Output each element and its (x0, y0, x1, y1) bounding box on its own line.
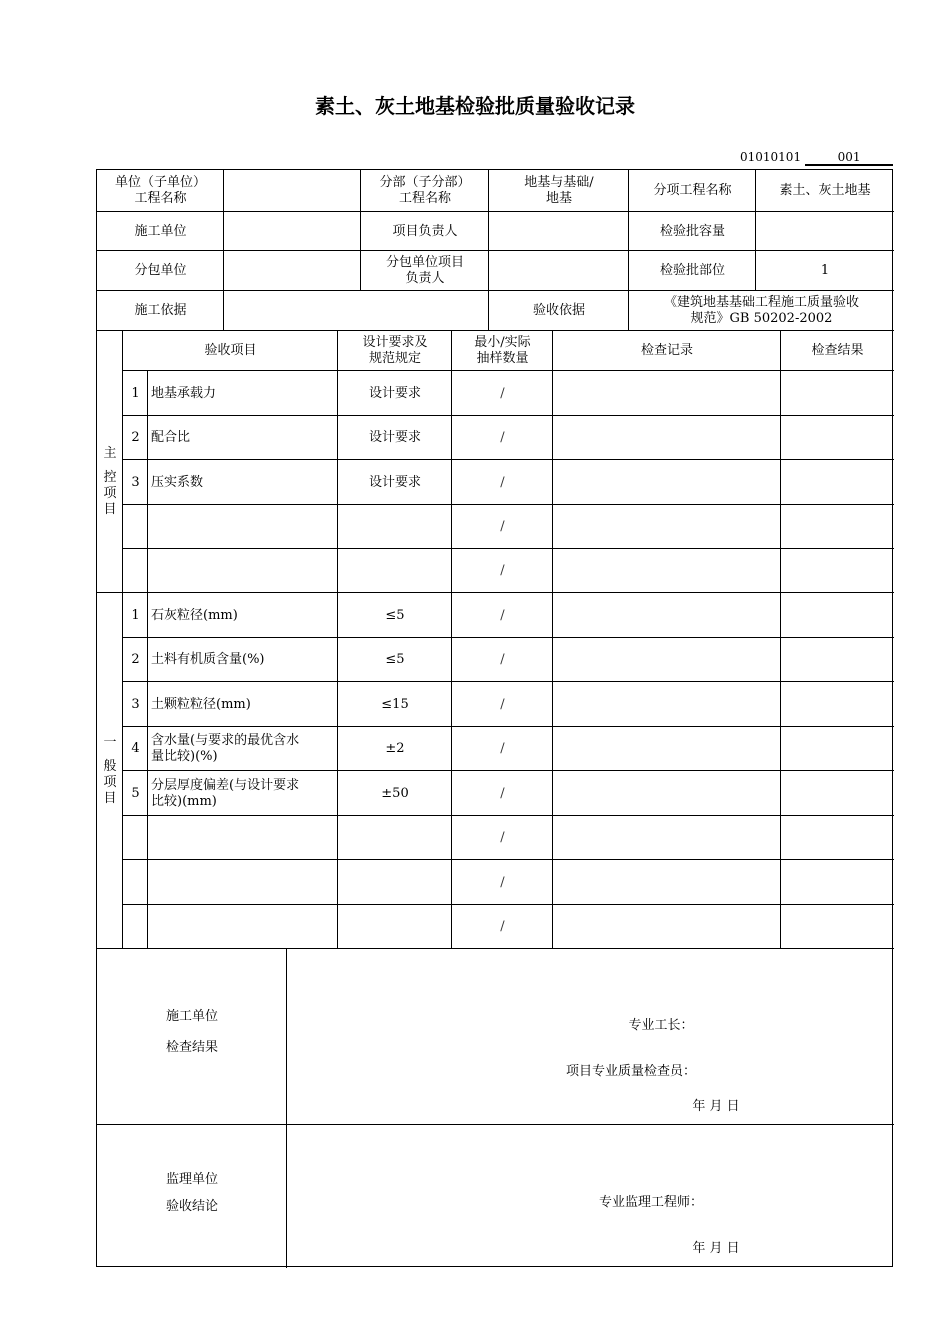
supervisor-check-label-line2: 验收结论 (165, 1199, 218, 1214)
general-group-label-char: 项 (103, 775, 117, 790)
general-row-design-requirement (338, 816, 452, 860)
general-row-design-requirement: ±2 (385, 741, 405, 756)
general-row-check-record-field[interactable] (553, 860, 781, 905)
main-row-sample-count: / (500, 385, 505, 401)
general-row-check-result-field[interactable] (781, 860, 894, 905)
general-row-design-requirement: ≤5 (385, 652, 405, 667)
main-group-label (98, 446, 122, 518)
main-row-number (123, 505, 148, 549)
sub-project-manager-value-field[interactable] (489, 251, 629, 291)
general-row-design-requirement: ±50 (381, 785, 409, 801)
general-row-check-record-field[interactable] (553, 771, 781, 816)
batch-capacity-label: 检验批容量 (659, 223, 725, 239)
general-row-sample-count: / (500, 741, 505, 756)
general-group-label-char: 一 (103, 735, 117, 750)
general-row-design-requirement (338, 905, 452, 949)
general-row-number (123, 860, 148, 905)
main-row-check-record-field[interactable] (553, 549, 781, 593)
general-row-number (123, 816, 148, 860)
general-row-number: 5 (131, 785, 140, 801)
record-code (740, 150, 893, 166)
main-row-number (123, 549, 148, 593)
general-row-design-requirement: ≤15 (381, 696, 409, 712)
main-row-check-record-field[interactable] (553, 371, 781, 416)
construction-basis-label: 施工依据 (134, 303, 187, 318)
general-row-sample-count: / (500, 830, 505, 845)
main-row-sample-count: / (500, 430, 505, 445)
sub-project-manager-label: 分包单位项目 负责人 (385, 255, 464, 286)
general-row-sample-count: / (500, 607, 505, 623)
page-title: 素土、灰土地基检验批质量验收记录 (315, 94, 635, 118)
main-row-number: 2 (131, 430, 140, 445)
general-row-number: 1 (131, 607, 140, 623)
general-row-sample-count: / (500, 652, 505, 667)
column-header-record: 检查记录 (640, 343, 693, 358)
batch-location-value: 1 (820, 263, 830, 278)
construction-basis-value-field[interactable] (224, 291, 489, 331)
contractor-date-label: 年 月 日 (692, 1099, 740, 1114)
main-row-design-requirement: 设计要求 (368, 430, 421, 445)
main-row-design-requirement (338, 505, 452, 549)
main-group-label-char: 控 (103, 470, 117, 485)
general-row-item-name: 分层厚度偏差(与设计要求 比较)(mm) (151, 777, 300, 809)
main-row-check-record-field[interactable] (553, 505, 781, 549)
division-label: 分部（子分部） 工程名称 (379, 175, 471, 206)
batch-capacity-value-field[interactable] (756, 212, 894, 251)
quality-inspector-signature-label: 项目专业质量检查员： (565, 1064, 696, 1079)
general-row-item-name: 土料有机质含量(%) (151, 652, 265, 667)
subcontractor-label: 分包单位 (134, 263, 187, 278)
contractor-signature-area[interactable] (287, 1001, 894, 1011)
main-group-label-char: 主 (103, 446, 117, 461)
supervisor-check-label-line1: 监理单位 (165, 1172, 218, 1187)
batch-location-label: 检验批部位 (659, 263, 725, 278)
main-row-design-requirement: 设计要求 (368, 474, 421, 490)
column-header-item: 验收项目 (204, 343, 257, 358)
main-row-number: 1 (131, 385, 140, 401)
general-group-label-char: 般 (103, 759, 117, 774)
project-manager-label: 项目负责人 (392, 223, 458, 239)
main-group-label-char: 目 (103, 502, 117, 517)
general-row-sample-count: / (500, 785, 505, 801)
supervising-engineer-signature-label: 专业监理工程师： (598, 1195, 703, 1210)
column-header-design: 设计要求及 规范规定 (362, 335, 428, 366)
subitem-label: 分项工程名称 (653, 183, 732, 198)
general-row-check-result-field[interactable] (781, 771, 894, 816)
general-row-item-name (148, 905, 338, 949)
main-row-item-name: 配合比 (151, 430, 191, 445)
general-row-item-name (148, 860, 338, 905)
column-header-sample: 最小/实际 抽样数量 (474, 335, 531, 366)
record-code-prefix: 01010101 (740, 150, 802, 164)
general-group-label-char: 目 (103, 791, 117, 806)
acceptance-basis-value: 《建筑地基基础工程施工质量验收 规范》GB 50202-2002 (663, 295, 859, 326)
main-row-check-record-field[interactable] (553, 416, 781, 460)
acceptance-record-table (96, 169, 893, 1267)
acceptance-basis-label: 验收依据 (532, 303, 585, 318)
main-row-check-result-field[interactable] (781, 371, 894, 416)
project-manager-value-field[interactable] (489, 212, 629, 251)
main-row-check-result-field[interactable] (781, 505, 894, 549)
contractor-check-label-line2: 检查结果 (165, 1040, 218, 1055)
grid-line-h (97, 1124, 894, 1125)
main-row-item-name (148, 549, 338, 593)
main-group-label-char: 项 (103, 486, 117, 501)
unit-label: 单位（子单位） 工程名称 (114, 175, 206, 206)
main-row-check-result-field[interactable] (781, 549, 894, 593)
foreman-signature-label: 专业工长： (628, 1018, 694, 1033)
contractor-label: 施工单位 (134, 223, 187, 239)
general-row-design-requirement: ≤5 (385, 607, 405, 623)
column-header-result: 检查结果 (811, 343, 864, 358)
contractor-check-label-line1: 施工单位 (165, 1009, 218, 1024)
main-row-check-record-field[interactable] (553, 460, 781, 505)
general-row-check-result-field[interactable] (781, 593, 894, 638)
subcontractor-value-field[interactable] (224, 251, 361, 291)
general-row-check-result-field[interactable] (781, 816, 894, 860)
general-group-label (98, 735, 122, 807)
general-row-check-record-field[interactable] (553, 905, 781, 949)
general-row-number: 2 (131, 652, 140, 667)
general-row-number (123, 905, 148, 949)
general-row-item-name: 土颗粒粒径(mm) (151, 696, 251, 712)
supervisor-date-label: 年 月 日 (692, 1241, 740, 1256)
main-row-design-requirement: 设计要求 (368, 385, 421, 401)
general-row-item-name (148, 816, 338, 860)
general-row-check-record-field[interactable] (553, 593, 781, 638)
general-row-check-record-field[interactable] (553, 727, 781, 771)
general-row-check-result-field[interactable] (781, 905, 894, 949)
general-row-sample-count: / (500, 874, 505, 890)
general-row-check-record-field[interactable] (553, 638, 781, 682)
general-row-check-record-field[interactable] (553, 816, 781, 860)
general-row-check-result-field[interactable] (781, 727, 894, 771)
main-row-sample-count: / (500, 474, 505, 490)
main-row-number: 3 (131, 474, 140, 490)
general-row-design-requirement (338, 860, 452, 905)
general-row-check-result-field[interactable] (781, 638, 894, 682)
contractor-value-field[interactable] (224, 212, 361, 251)
general-row-item-name: 含水量(与要求的最优含水 量比较)(%) (151, 733, 300, 764)
unit-value-field[interactable] (224, 170, 361, 212)
general-row-check-result-field[interactable] (781, 682, 894, 727)
general-row-sample-count: / (500, 919, 505, 934)
main-row-item-name (148, 505, 338, 549)
main-row-check-result-field[interactable] (781, 416, 894, 460)
record-code-number: 001 (805, 150, 893, 166)
main-row-design-requirement (338, 549, 452, 593)
main-row-sample-count: / (500, 563, 505, 578)
main-row-sample-count: / (500, 519, 505, 534)
general-row-sample-count: / (500, 696, 505, 712)
main-row-item-name: 压实系数 (151, 474, 204, 490)
general-row-item-name: 石灰粒径(mm) (151, 607, 238, 623)
general-row-number: 3 (131, 696, 140, 712)
division-value: 地基与基础/ 地基 (524, 175, 594, 206)
main-row-item-name: 地基承载力 (151, 385, 217, 401)
subitem-value: 素土、灰土地基 (779, 183, 871, 198)
main-row-check-result-field[interactable] (781, 460, 894, 505)
general-row-check-record-field[interactable] (553, 682, 781, 727)
general-row-number: 4 (131, 741, 140, 756)
